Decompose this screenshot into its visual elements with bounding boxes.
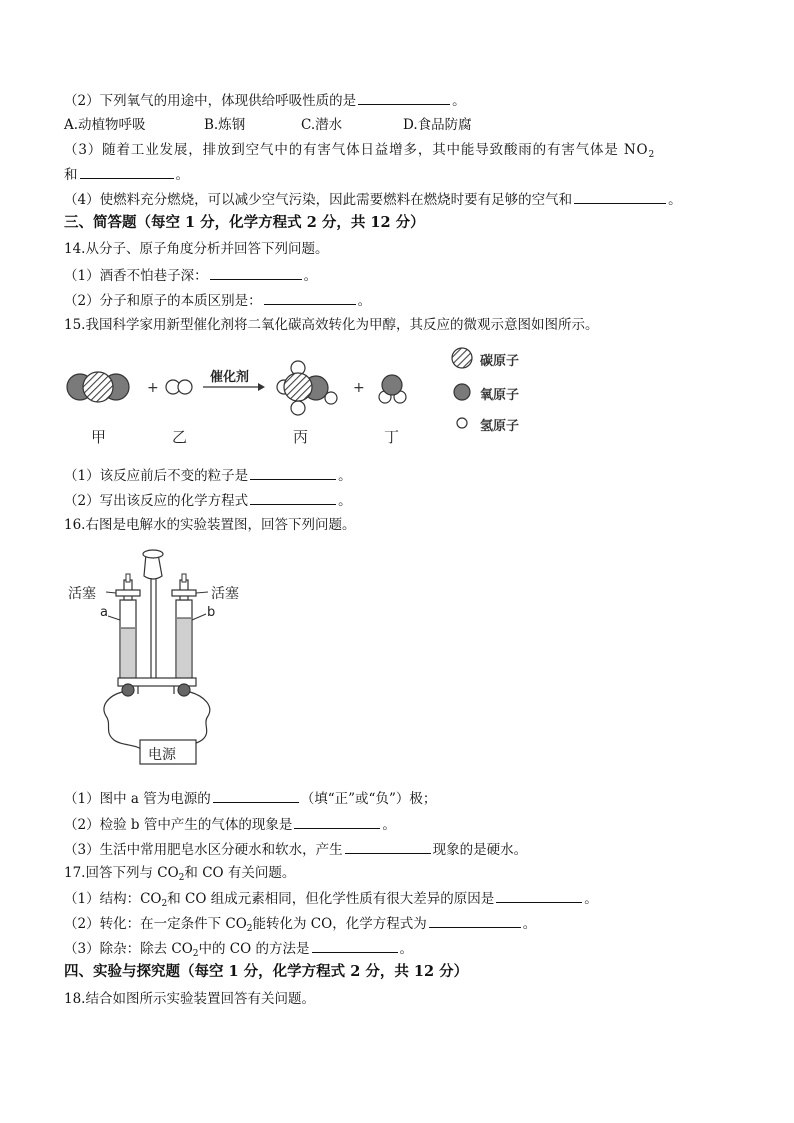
q14-part1: （1）酒香不怕巷子深： 。 [64,268,318,284]
q15-stem: 15.我国科学家用新型催化剂将二氧化碳高效转化为甲醇，其反应的微观示意图如图所示。 [64,317,599,333]
co2-molecule [67,372,129,402]
answer-blank[interactable] [574,190,666,204]
label-bing: 丙 [293,428,309,446]
answer-blank[interactable] [210,266,302,280]
answer-blank[interactable] [496,889,582,903]
answer-blank[interactable] [345,840,431,854]
option-a[interactable]: A.动植物呼吸 [64,117,146,133]
q13-part2: （2）下列氧气的用途中，体现供给呼吸性质的是 。 [64,93,466,109]
option-c[interactable]: C.潜水 [301,117,343,133]
q16-part1: （1）图中 a 管为电源的 （填“正”或“负”）极； [64,791,437,807]
power-source-label: 电源 [148,747,176,763]
methanol-molecule [277,361,337,415]
option-d[interactable]: D.食品防腐 [403,117,472,133]
q17-part2: （2）转化：在一定条件下 $CO_2$能转化为 CO，化学方程式为 。 [64,916,537,934]
water-molecule [379,375,406,403]
plus-sign: + [353,380,365,396]
answer-blank[interactable] [250,466,336,480]
legend-oxygen: 氧原子 [480,388,520,403]
q13-options [64,116,664,134]
option-b[interactable]: B.炼钢 [204,117,246,133]
q18-stem: 18.结合如图所示实验装置回答有关问题。 [64,991,315,1007]
q17-part3: （3）除杂：除去 $CO_2$中的 CO 的方法是 。 [64,941,413,959]
answer-blank[interactable] [213,789,299,803]
catalyst-label: 催化剂 [210,370,250,385]
q14-stem: 14.从分子、原子角度分析并回答下列问题。 [64,241,329,257]
tube-b-label: b [207,605,216,620]
electrolysis-apparatus [60,540,320,770]
section-3-title: 三、简答题（每空 1 分，化学方程式 2 分，共 12 分） [64,214,425,231]
q13-part3-cont: 和 。 [64,167,189,183]
answer-blank[interactable] [80,165,174,179]
label-ding: 丁 [384,428,400,446]
label-jia: 甲 [91,428,107,446]
legend-carbon: 碳原子 [480,354,520,369]
legend-carbon-swatch [452,348,472,368]
q17-stem: 17.回答下列与 $CO_2$和 CO 有关问题。 [64,865,296,883]
q17-part1: （1）结构：$CO_2$和 CO 组成元素相同，但化学性质有很大差异的原因是 。 [64,891,598,909]
answer-blank[interactable] [312,939,398,953]
q16-part2: （2）检验 b 管中产生的气体的现象是 。 [64,817,396,833]
h2-molecule [166,380,192,394]
section-4-title: 四、实验与探究题（每空 1 分，化学方程式 2 分，共 12 分） [64,963,469,980]
legend-hydrogen-swatch [457,418,467,428]
q16-part3: （3）生活中常用肥皂水区分硬水和软水，产生 现象的是硬水。 [64,842,528,858]
label-yi: 乙 [172,428,188,446]
valve-right-label: 活塞 [211,586,239,602]
q14-part2: （2）分子和原子的本质区别是： 。 [64,293,372,309]
q15-part2: （2）写出该反应的化学方程式 。 [64,493,352,509]
answer-blank[interactable] [250,491,336,505]
legend-oxygen-swatch [454,384,470,400]
tube-a-label: a [100,605,108,620]
answer-blank[interactable] [429,914,521,928]
legend-hydrogen: 氢原子 [480,419,520,434]
answer-blank[interactable] [294,815,380,829]
q13-part4: （4）使燃料充分燃烧，可以减少空气污染，因此需要燃料在燃烧时要有足够的空气和 。 [64,192,682,208]
answer-blank[interactable] [264,291,356,305]
q16-stem: 16.右图是电解水的实验装置图，回答下列问题。 [64,517,356,533]
q15-part1: （1）该反应前后不变的粒子是 。 [64,468,352,484]
q13-part3: （3）随着工业发展，排放到空气中的有害气体日益增多，其中能导致酸雨的有害气体是 $NO_2$ [64,142,656,160]
plus-sign: + [147,380,159,396]
valve-left-label: 活塞 [68,586,96,602]
answer-blank[interactable] [358,91,450,105]
